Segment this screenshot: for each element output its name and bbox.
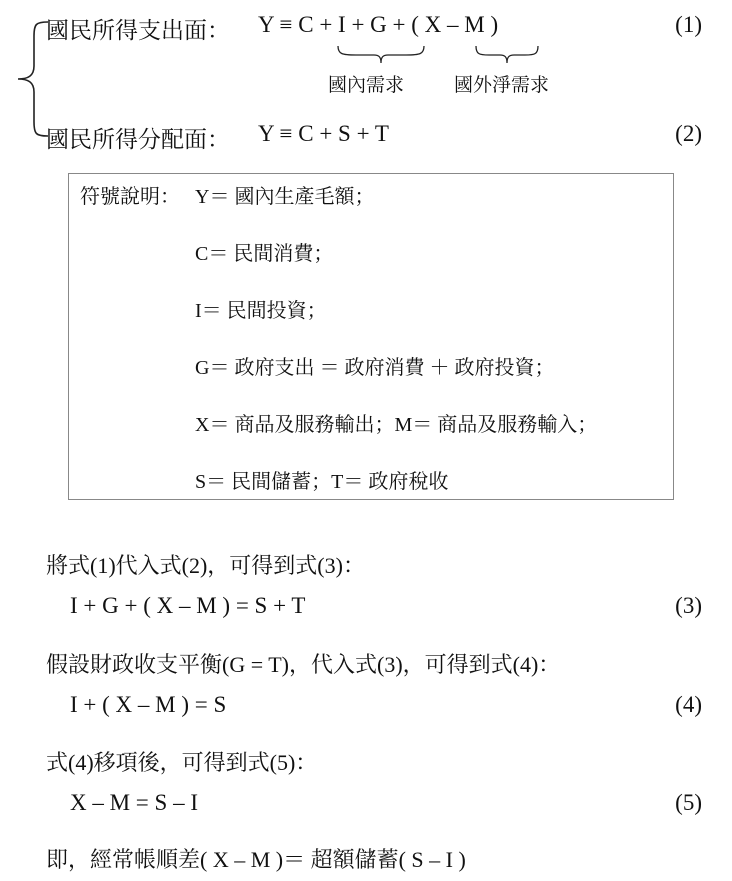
symbol-legend-box (68, 173, 674, 500)
distribution-formula: Y ≡ C + S + T (258, 121, 389, 146)
equation-number-3: (3) (675, 593, 702, 618)
legend-item-s-t: S＝ 民間儲蓄；T＝ 政府稅收 (195, 471, 449, 493)
foreign-demand-underbrace (474, 44, 540, 66)
conclusion-text: 即，經常帳順差( X – M )＝ 超額儲蓄( S – I ) (46, 847, 466, 872)
foreign-net-demand-label: 國外淨需求 (454, 75, 550, 96)
equation-number-4: (4) (675, 692, 702, 717)
legend-item-i: I＝ 民間投資； (195, 300, 327, 322)
equation-number-5: (5) (675, 790, 702, 815)
expenditure-formula: Y ≡ C + I + G + ( X – M ) (258, 12, 499, 37)
step1-text: 將式(1)代入式(2)，可得到式(3)： (46, 553, 365, 578)
equation-4: I + ( X – M ) = S (70, 692, 227, 717)
legend-item-g: G＝ 政府支出 ＝ 政府消費 ＋ 政府投資； (195, 357, 555, 379)
legend-item-y: Y＝ 國內生產毛額； (195, 186, 375, 208)
distribution-label: 國民所得分配面： (46, 127, 230, 152)
legend-item-x-m: X＝ 商品及服務輸出；M＝ 商品及服務輸入； (195, 414, 598, 436)
domestic-demand-label: 國內需求 (328, 75, 405, 96)
equation-3: I + G + ( X – M ) = S + T (70, 593, 306, 618)
legend-title: 符號說明： (80, 186, 180, 208)
step3-text: 式(4)移項後，可得到式(5)： (46, 750, 318, 775)
equation-number-1: (1) (675, 12, 702, 37)
equation-number-2: (2) (675, 121, 702, 146)
expenditure-label: 國民所得支出面： (46, 18, 230, 43)
legend-item-c: C＝ 民間消費； (195, 243, 334, 265)
domestic-demand-underbrace (336, 44, 426, 66)
equation-5: X – M = S – I (70, 790, 198, 815)
step2-text: 假設財政收支平衡(G = T)，代入式(3)，可得到式(4)： (46, 652, 561, 677)
left-brace (14, 12, 50, 142)
